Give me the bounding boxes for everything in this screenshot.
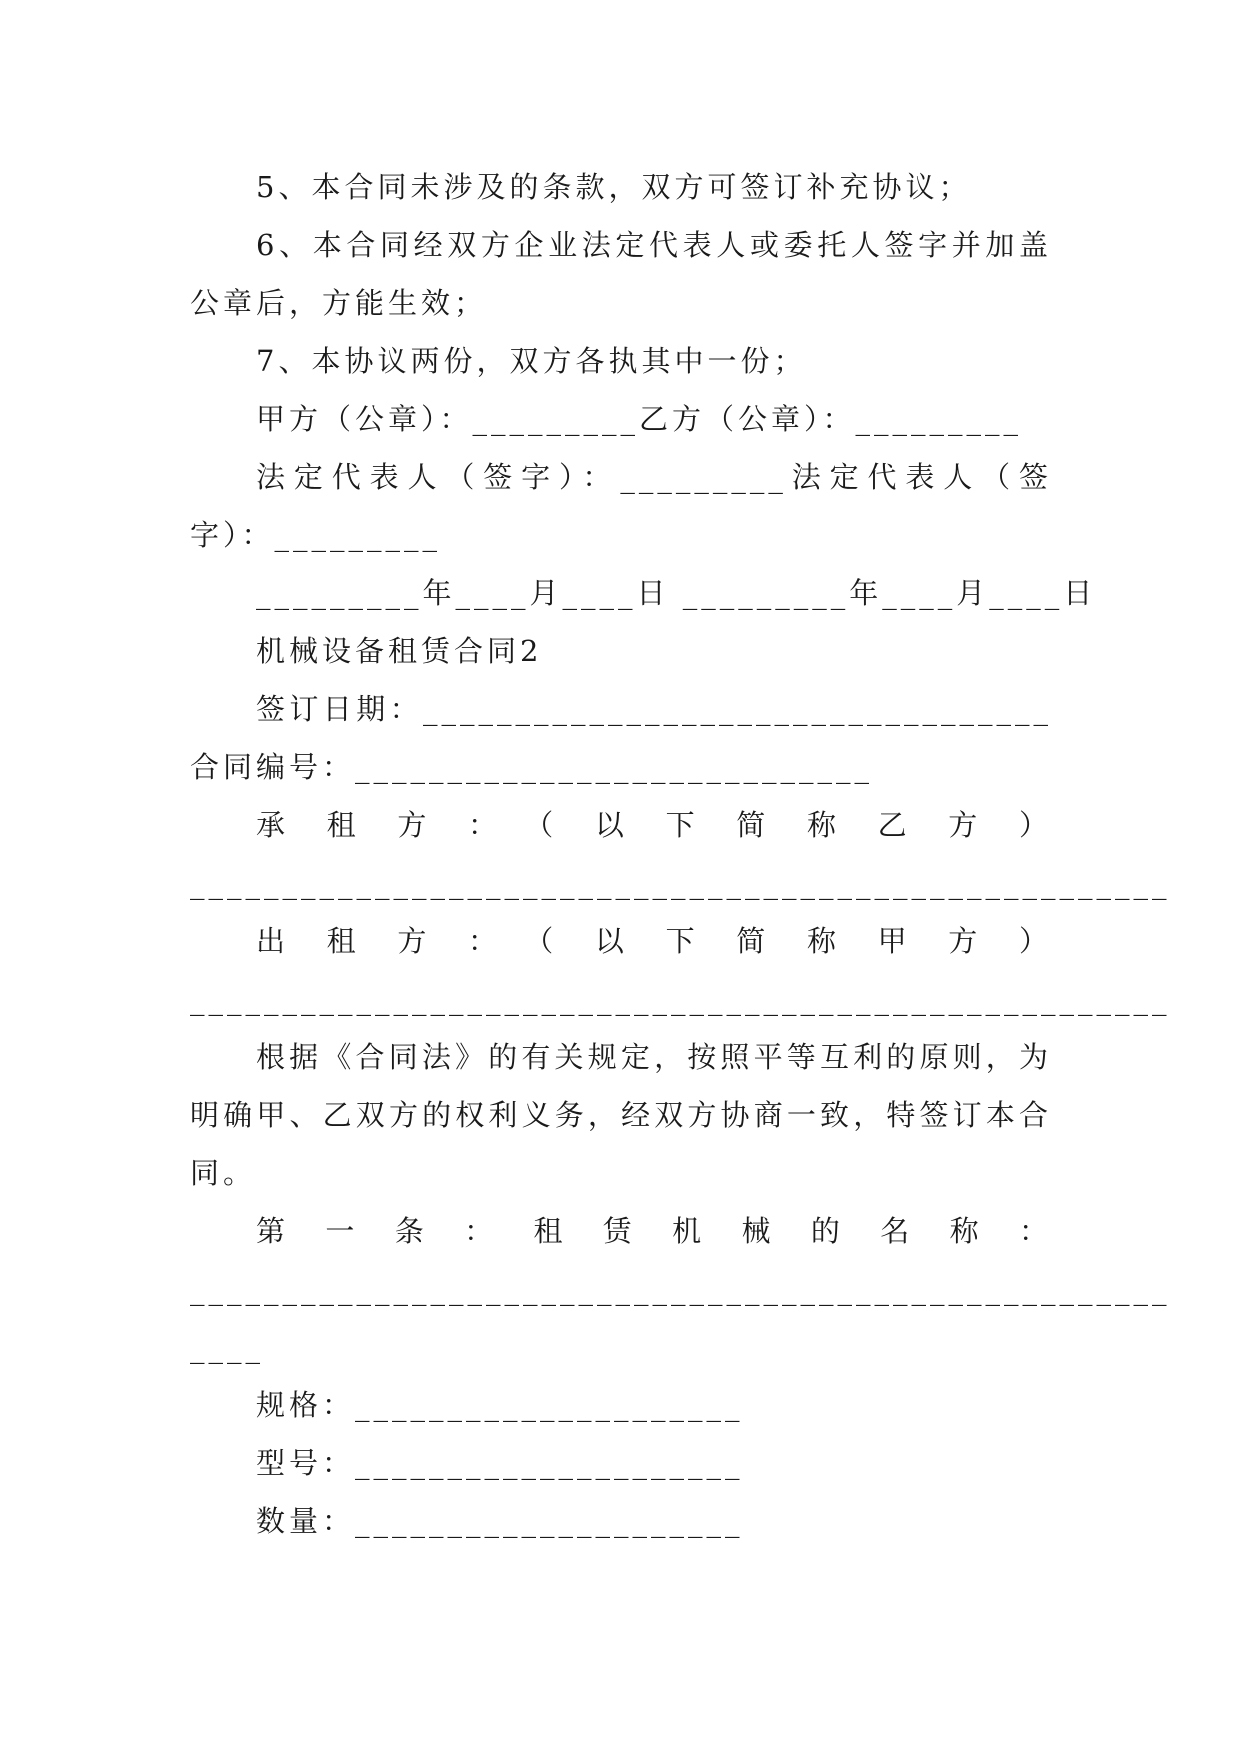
lessee-blank-line: _____________________________________________________ (190, 866, 1171, 900)
clause-7: 7、本协议两份，双方各执其中一份； (256, 344, 807, 378)
signing-date-contract-number: 签订日期：__________________________________ 合同编号：____________________________ (190, 692, 1052, 784)
lessee-label: 承租方：（以下简称乙方） (256, 808, 1052, 842)
document-body (190, 158, 1171, 1550)
contract-title: 机械设备租赁合同2 (256, 634, 543, 668)
spec-field: 规格：_____________________ (256, 1388, 744, 1422)
article-1-blank-line: _____________________________________________________ ____ (190, 1272, 1171, 1364)
party-a-seal-line: 甲方（公章）：_________乙方（公章）：_________ (256, 402, 1023, 436)
clause-6: 6、本合同经双方企业法定代表人或委托人签字并加盖公章后，方能生效； (190, 228, 1052, 320)
preamble: 根据《合同法》的有关规定，按照平等互利的原则，为明确甲、乙双方的权利义务，经双方协商一致，特签订本合同。 (190, 1040, 1052, 1190)
legal-rep-signature-line: 法定代表人（签字）：_________法定代表人（签字）：_________ (190, 460, 1052, 552)
lessor-blank-line: _____________________________________________________ (190, 982, 1171, 1016)
lessor-label: 出租方：（以下简称甲方） (256, 924, 1052, 958)
quantity-field: 数量：_____________________ (256, 1504, 744, 1538)
signing-date-line: _________年____月____日 _________年____月____日 (256, 576, 1097, 610)
article-1-heading: 第一条：租赁机械的名称： (256, 1214, 1052, 1248)
model-field: 型号：_____________________ (256, 1446, 744, 1480)
clause-5: 5、本合同未涉及的条款，双方可签订补充协议； (256, 170, 972, 204)
